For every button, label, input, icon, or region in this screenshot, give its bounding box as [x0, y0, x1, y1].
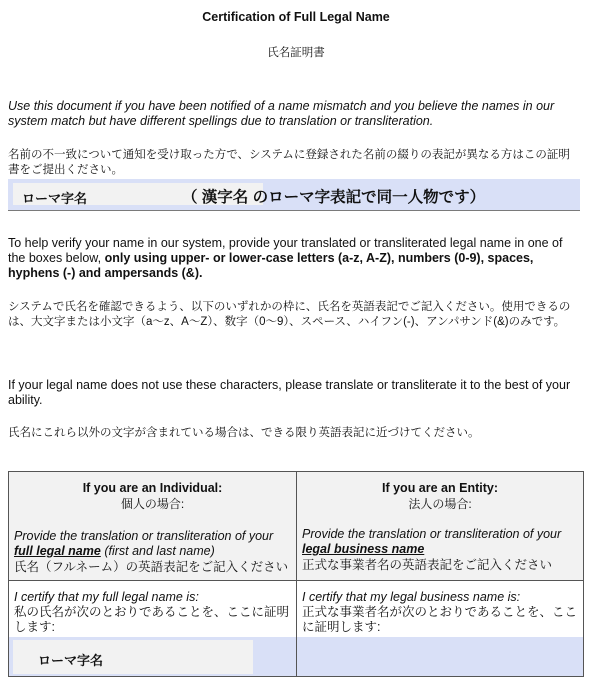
- verify-text-jp: システムで氏名を確認できるよう、以下のいずれかの枠に、氏名を英語表記でご記入ください。使用できるのは、大文字または小文字（a～z、A～Z）、数字（0～9）、スペース、ハイフン(-)、アンパサンド(&)のみです。: [8, 301, 571, 328]
- verify-text-bold: only using upper- or lower-case letters (a-z, A-Z), numbers (0-9), spaces, hyphens (-) and ampersands (&).: [8, 251, 534, 280]
- entity-certify-jp: 正式な事業者名が次のとおりであることを、ここに証明します:: [302, 605, 578, 634]
- individual-certify: I certify that my full legal name is:: [14, 590, 199, 604]
- entity-certify: I certify that my legal business name is:: [302, 590, 521, 604]
- individual-provide-jp: 氏名（フルネーム）の英語表記をご記入ください: [14, 560, 289, 574]
- intro-text-jp: 名前の不一致について通知を受け取った方で、システムに登録された名前の綴りの表記が異なる方はこの証明書をご提出ください。: [8, 149, 570, 176]
- individual-title-jp: 個人の場合:: [120, 497, 185, 511]
- entity-title-jp: 法人の場合:: [408, 497, 472, 511]
- intro-text-en: Use this document if you have been notified of a name mismatch and you believe the names in our system match but have different spellings due to translation or transliteration.: [8, 99, 555, 128]
- individual-provide-bold: full legal name: [14, 544, 101, 558]
- entity-provide-jp: 正式な事業者名の英語表記をご記入ください: [302, 558, 553, 572]
- entity-provide-prefix: Provide the translation or transliteration of your: [302, 527, 562, 541]
- name-field-underline: [8, 210, 580, 211]
- document-title: Certification of Full Legal Name: [202, 10, 390, 24]
- table-row-divider: [8, 580, 584, 581]
- fallback-text-en: If your legal name does not use these characters, please translate or transliterate it to the best of your ability.: [8, 378, 571, 407]
- individual-name-label: ローマ字名: [38, 653, 104, 668]
- fallback-text-jp: 氏名にこれら以外の文字が含まれている場合は、できる限り英語表記に近づけてください。: [8, 427, 480, 439]
- document-subtitle: 氏名証明書: [267, 47, 325, 59]
- entity-provide-text: [302, 527, 578, 557]
- name-field-hint: （ 漢字名 のローマ字表記で同一人物です）: [182, 189, 486, 206]
- entity-provide-bold: legal business name: [302, 542, 425, 556]
- individual-provide-prefix: Provide the translation or transliteration of your: [14, 529, 274, 543]
- individual-provide-text: [14, 529, 290, 559]
- verify-text-en: [8, 236, 580, 281]
- individual-provide-suffix: (first and last name): [100, 544, 215, 558]
- individual-certify-jp: 私の氏名が次のとおりであることを、ここに証明します:: [14, 605, 290, 634]
- entity-title: If you are an Entity:: [382, 481, 498, 495]
- individual-title: If you are an Individual:: [82, 481, 223, 495]
- name-field-label: ローマ字名: [22, 191, 88, 206]
- verify-text-prefix: To help verify your name in our system, provide your translated or transliterated legal name in one of the boxes below,: [8, 236, 563, 265]
